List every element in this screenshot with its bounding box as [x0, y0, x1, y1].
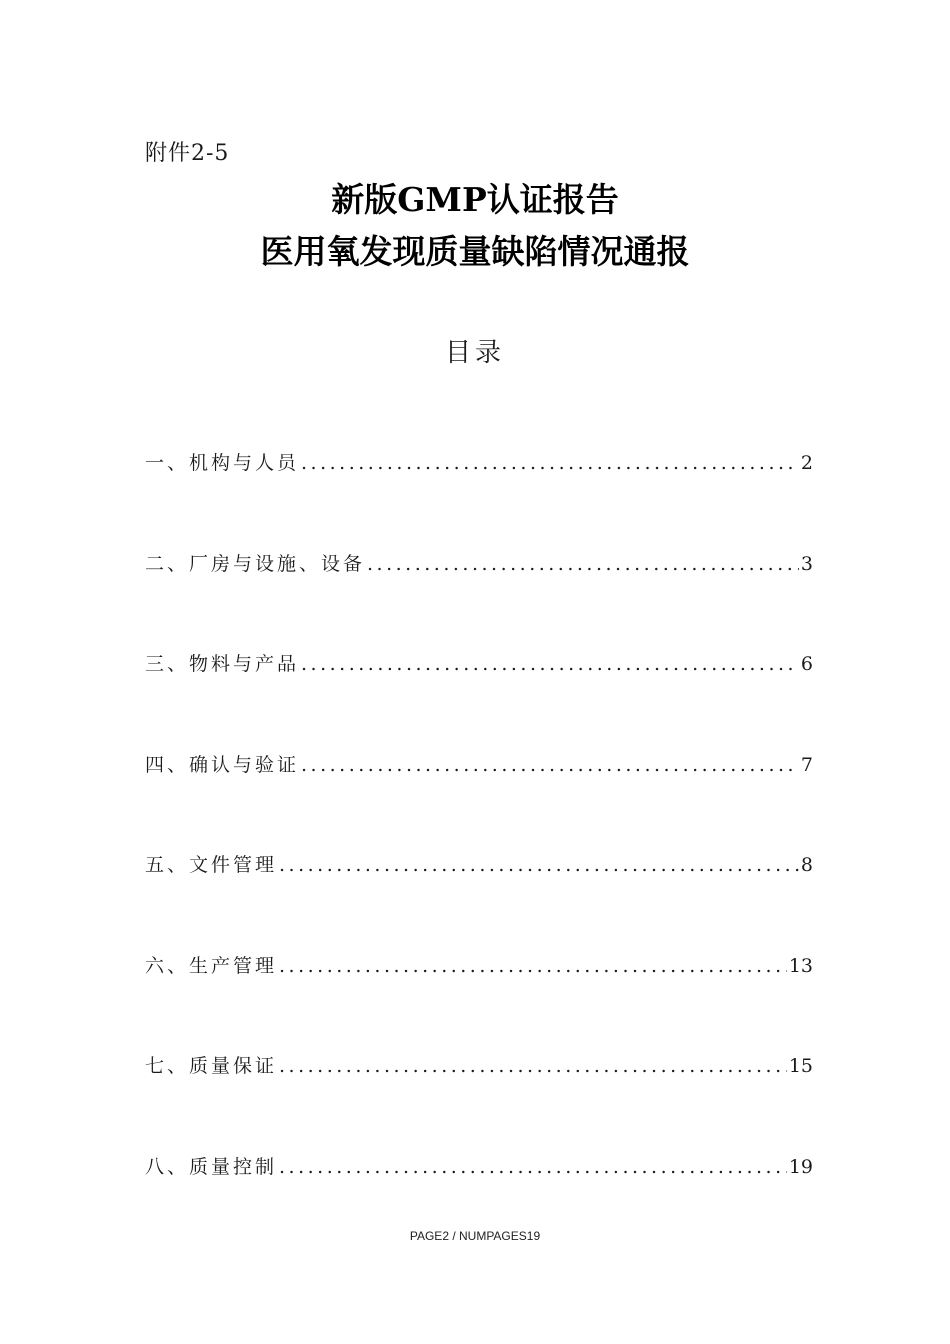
toc-item[interactable]	[145, 750, 813, 782]
toc-item[interactable]	[145, 649, 813, 681]
toc-item[interactable]	[145, 549, 813, 581]
toc-leader-dots	[279, 1055, 787, 1077]
toc-item-label: 二、厂房与设施、设备	[145, 552, 366, 575]
toc-heading: 目录	[444, 338, 505, 368]
toc-leader-dots	[367, 553, 799, 575]
toc-item-page: 8	[800, 854, 813, 876]
toc-leader-dots	[279, 854, 799, 876]
toc-item-label: 一、机构与人员	[145, 452, 300, 474]
toc-item[interactable]	[145, 1152, 813, 1184]
page-footer: PAGE2 / NUMPAGES19	[409, 1229, 541, 1243]
toc-item[interactable]	[145, 850, 813, 882]
document-title: 新版GMP认证报告	[331, 180, 619, 219]
toc-item-page: 7	[800, 753, 813, 776]
toc-item-page: 6	[800, 653, 813, 675]
toc-item-page: 19	[788, 1155, 813, 1178]
toc-item-label: 四、确认与验证	[145, 753, 300, 776]
toc-item-label: 八、质量控制	[145, 1155, 278, 1178]
toc-leader-dots	[301, 754, 799, 776]
toc-item-page: 2	[800, 452, 813, 474]
toc-item-page: 13	[788, 954, 813, 977]
toc-item-label: 五、文件管理	[145, 854, 278, 876]
document-subtitle: 医用氧发现质量缺陷情况通报	[260, 232, 690, 271]
table-of-contents	[145, 448, 813, 1252]
toc-item-label: 六、生产管理	[145, 954, 278, 977]
toc-leader-dots	[301, 653, 799, 675]
toc-item[interactable]	[145, 448, 813, 480]
attachment-label: 附件2-5	[145, 141, 230, 166]
toc-item-page: 3	[800, 552, 813, 575]
toc-item[interactable]	[145, 1051, 813, 1083]
toc-item[interactable]	[145, 951, 813, 983]
toc-leader-dots	[301, 452, 799, 474]
toc-item-page: 15	[788, 1055, 813, 1077]
toc-item-label: 七、质量保证	[145, 1055, 278, 1077]
toc-leader-dots	[279, 955, 787, 977]
toc-leader-dots	[279, 1156, 787, 1178]
toc-item-label: 三、物料与产品	[145, 653, 300, 675]
